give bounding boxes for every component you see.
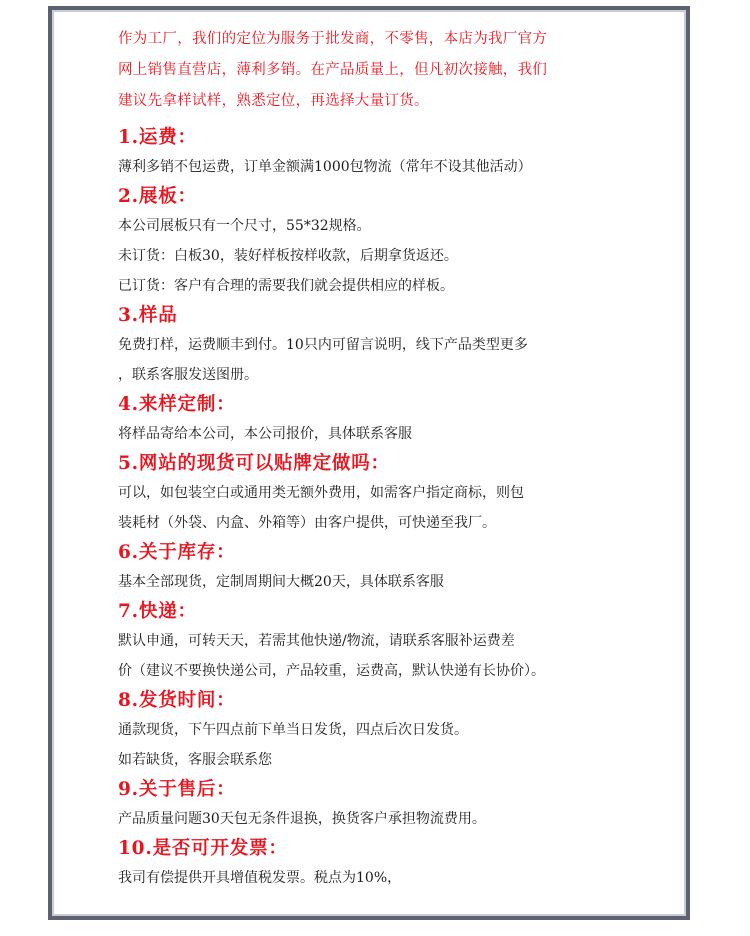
section-text: 产品质量问题30天包无条件退换，换货客户承担物流费用。 (118, 811, 486, 827)
section-heading: 6.关于库存： (118, 542, 236, 563)
section-heading: 2.展板： (118, 186, 197, 207)
section-text: 基本全部现货，定制周期间大概20天，具体联系客服 (118, 574, 444, 590)
section-inventory (118, 538, 698, 597)
section-delivery-time (118, 686, 698, 775)
section-text: 价（建议不要换快递公司，产品较重，运费高，默认快递有长协价）。 (118, 663, 545, 679)
section-text: 本公司展板只有一个尺寸，55*32规格。 (118, 218, 371, 234)
section-text: 装耗材（外袋、内盒、外箱等）由客户提供，可快递至我厂。 (118, 515, 496, 531)
intro-line: 网上销售直营店，薄利多销。在产品质量上，但凡初次接触，我们 (118, 62, 548, 78)
intro-line: 建议先拿样试样，熟悉定位，再选择大量订货。 (118, 93, 429, 109)
section-text: 将样品寄给本公司，本公司报价，具体联系客服 (118, 426, 412, 442)
section-text: 薄利多销不包运费，订单金额满1000包物流（常年不设其他活动） (118, 159, 532, 175)
section-after-sales (118, 775, 698, 834)
section-text: ，联系客服发送图册。 (118, 367, 258, 383)
section-text: 通款现货，下午四点前下单当日发货，四点后次日发货。 (118, 722, 468, 738)
section-express (118, 597, 698, 686)
section-custom-samples (118, 390, 698, 449)
section-heading: 1.运费： (118, 127, 197, 148)
section-text: 未订货：白板30，装好样板按样收款，后期拿货返还。 (118, 248, 458, 264)
section-heading: 5.网站的现货可以贴牌定做吗： (118, 453, 390, 474)
intro-line: 作为工厂，我们的定位为服务于批发商，不零售，本店为我厂官方 (118, 31, 548, 47)
section-text: 已订货：客户有合理的需要我们就会提供相应的样板。 (118, 278, 454, 294)
section-text: 我司有偿提供开具增值税发票。税点为10%， (118, 870, 402, 886)
section-display-board (118, 182, 698, 301)
section-shipping-fee (118, 123, 698, 182)
intro-paragraph (118, 24, 698, 117)
section-heading: 3.样品 (118, 305, 178, 326)
section-heading: 7.快递： (118, 601, 197, 622)
section-heading: 8.发货时间： (118, 690, 236, 711)
notice-content (118, 24, 698, 893)
section-text: 免费打样，运费顺丰到付。10只内可留言说明，线下产品类型更多 (118, 337, 528, 353)
section-oem-labeling (118, 449, 698, 538)
section-heading: 9.关于售后： (118, 779, 236, 800)
section-text: 默认申通，可转天天，若需其他快递/物流，请联系客服补运费差 (118, 633, 515, 649)
section-samples (118, 301, 698, 390)
section-heading: 4.来样定制： (118, 394, 236, 415)
section-text: 如若缺货，客服会联系您 (118, 752, 272, 768)
section-heading: 10.是否可开发票： (118, 838, 288, 859)
section-invoice (118, 834, 698, 893)
section-text: 可以，如包装空白或通用类无额外费用，如需客户指定商标，则包 (118, 485, 524, 501)
